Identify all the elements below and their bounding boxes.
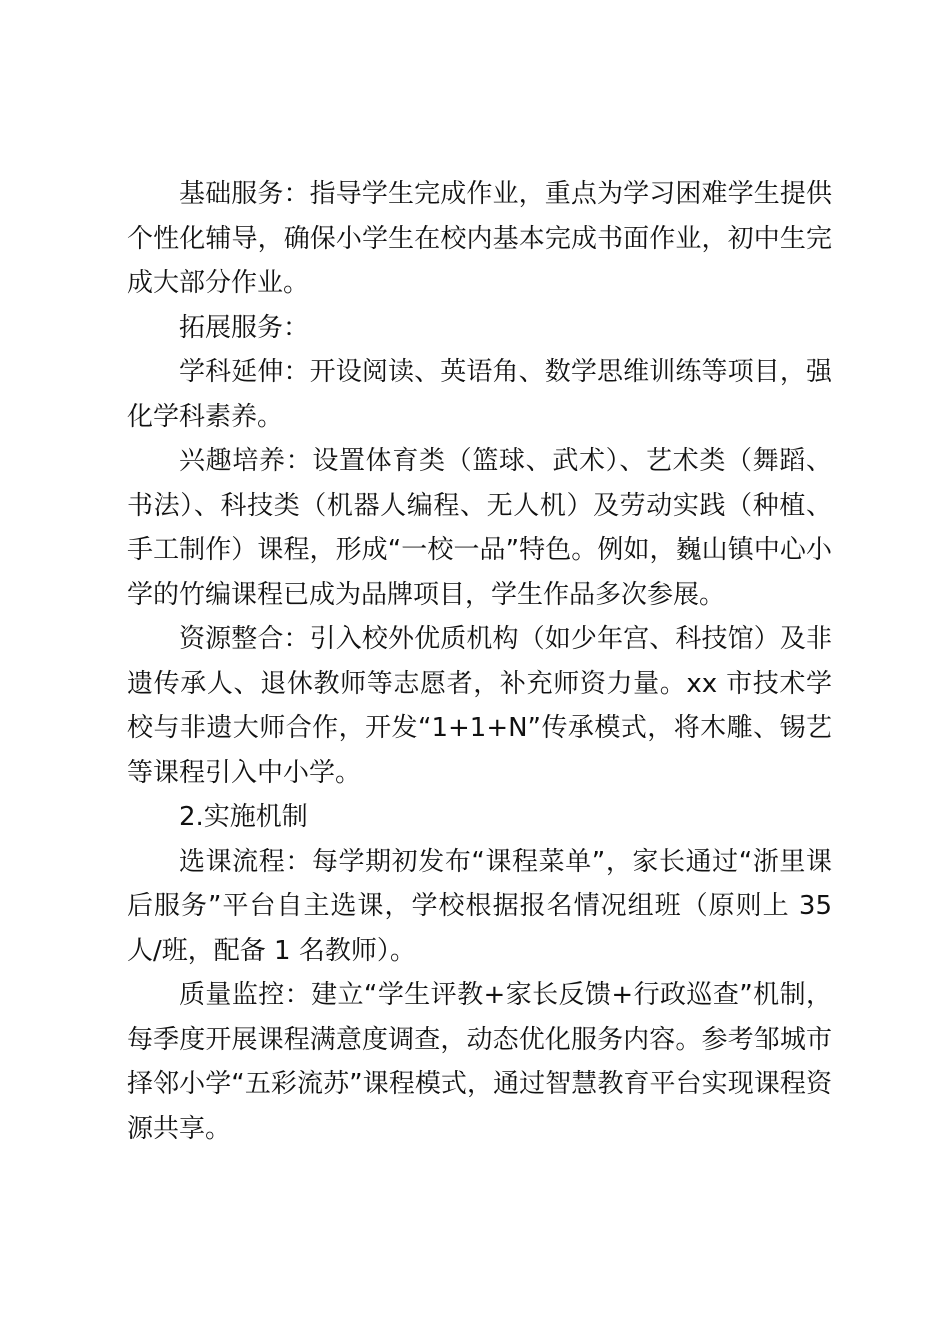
document-body bbox=[127, 172, 832, 1151]
paragraph-course-selection: 选课流程：每学期初发布“课程菜单”，家长通过“浙里课后服务”平台自主选课，学校根据报名情况组班（原则上 35 人/班，配备 1 名教师）。 bbox=[127, 846, 832, 966]
paragraph-subject-extension: 学科延伸：开设阅读、英语角、数学思维训练等项目，强化学科素养。 bbox=[127, 357, 832, 432]
paragraph-basic-service: 基础服务：指导学生完成作业，重点为学习困难学生提供个性化辅导，确保小学生在校内基本完成书面作业，初中生完成大部分作业。 bbox=[127, 179, 832, 298]
paragraph-quality-monitoring: 质量监控：建立“学生评教+家长反馈+行政巡查”机制，每季度开展课程满意度调查，动态优化服务内容。参考邹城市择邻小学“五彩流苏”课程模式，通过智慧教育平台实现课程资源共享。 bbox=[127, 980, 832, 1144]
paragraph-resource-integration: 资源整合：引入校外优质机构（如少年宫、科技馆）及非遗传承人、退休教师等志愿者，补充师资力量。xx 市技术学校与非遗大师合作，开发“1+1+N”传承模式，将木雕、锡艺等课程引入中小学。 bbox=[127, 624, 832, 788]
paragraph-extended-service-heading: 拓展服务： bbox=[179, 312, 310, 343]
section-heading-implementation: 2.实施机制 bbox=[179, 802, 308, 832]
paragraph-interest-cultivation: 兴趣培养：设置体育类（篮球、武术）、艺术类（舞蹈、书法）、科技类（机器人编程、无人机）及劳动实践（种植、手工制作）课程，形成“一校一品”特色。例如，巍山镇中心小学的竹编课程已成为品牌项目，学生作品多次参展。 bbox=[127, 446, 832, 610]
